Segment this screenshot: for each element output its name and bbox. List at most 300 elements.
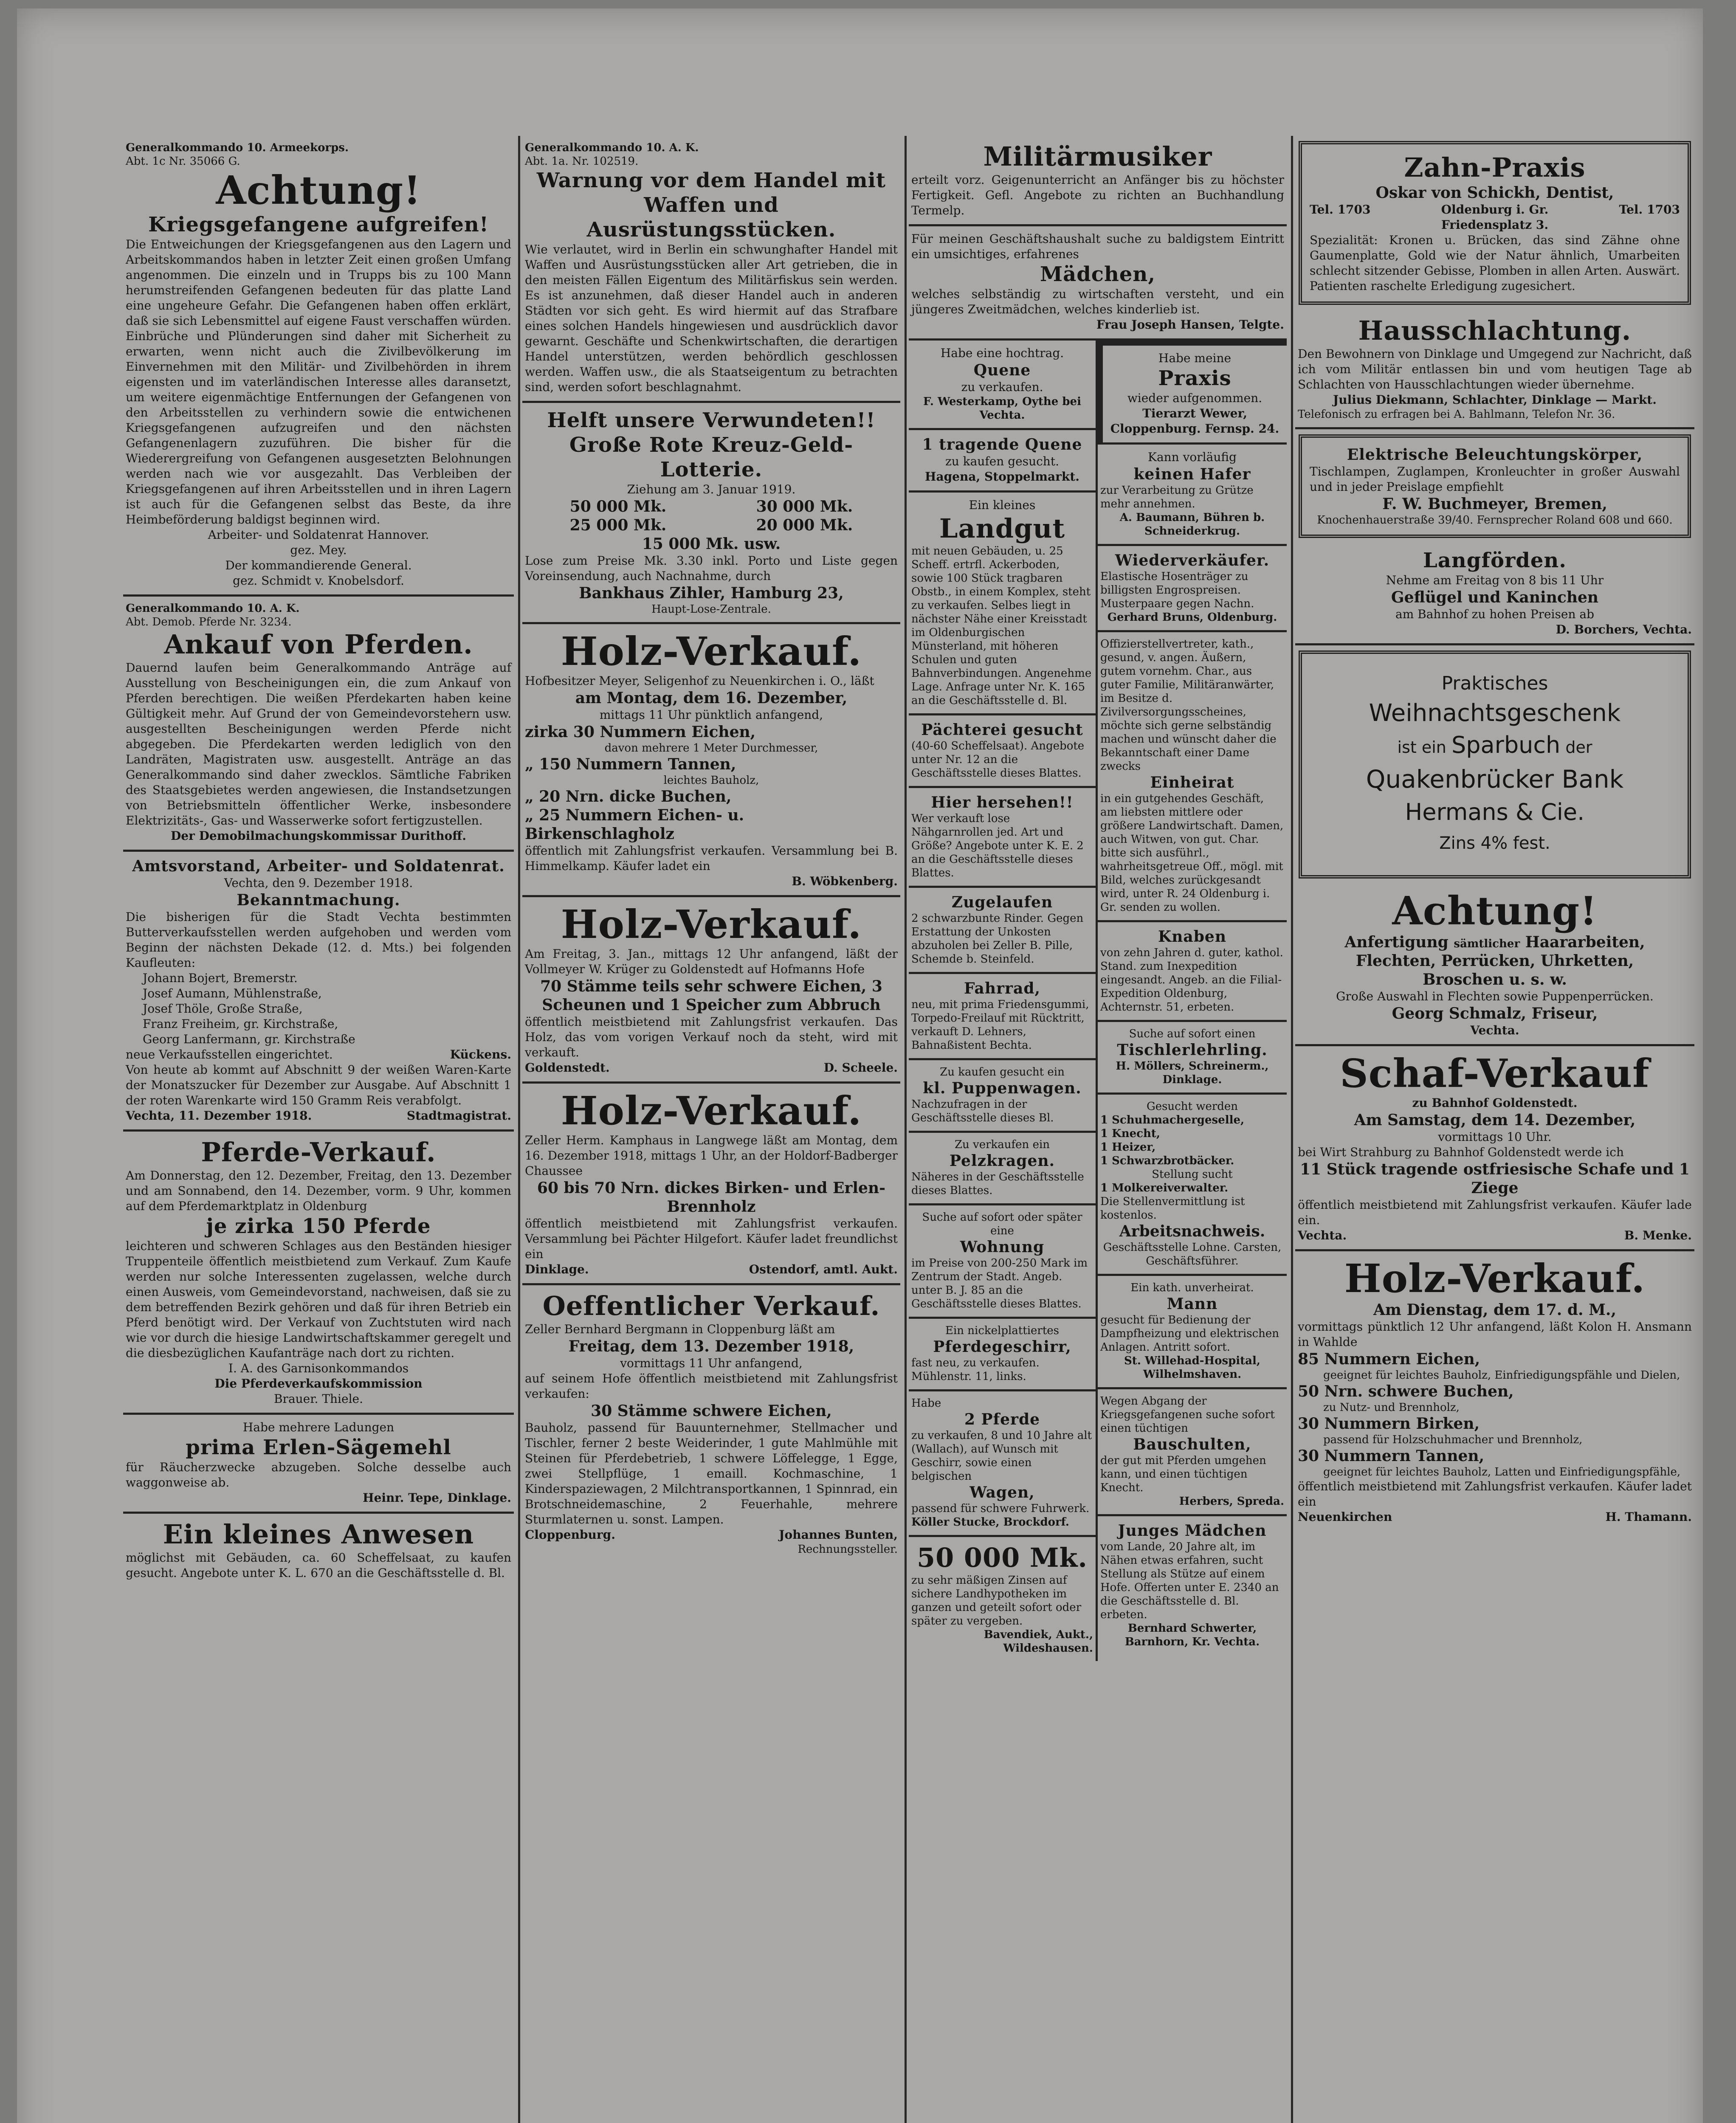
signature: Köller Stucke, Brockdorf. bbox=[911, 1516, 1069, 1529]
ad-body: öffentlich meistbietend mit Zahlungsfrist verkaufen. Käufer lade ein. bbox=[1298, 1198, 1692, 1227]
ad-intro: Suche auf sofort oder später eine bbox=[922, 1211, 1082, 1237]
ad-body: für Räucherzwecke abzugeben. Solche desselbe auch waggonweise ab. bbox=[126, 1460, 511, 1489]
ad-intro: Suche auf sofort einen bbox=[1129, 1028, 1256, 1040]
ad-title: Holz-Verkauf. bbox=[561, 628, 862, 674]
ad-highlight: 60 bis 70 Nrn. dickes Birken- und Erlen-Brennholz bbox=[537, 1179, 886, 1216]
ad-line: Praktisches bbox=[1441, 673, 1548, 694]
ad-sparbuch bbox=[1299, 650, 1691, 878]
ad-contact-row bbox=[1310, 202, 1680, 217]
ad-title: Elektrische Beleuchtungskörper, bbox=[1347, 446, 1643, 464]
ad-title: Pferde-Verkauf. bbox=[201, 1137, 436, 1168]
signature: B. Menke. bbox=[1624, 1228, 1692, 1242]
ad-hier-hersehen bbox=[909, 788, 1096, 888]
column-3 bbox=[909, 136, 1287, 2123]
ad-title: Pächterei gesucht bbox=[921, 721, 1083, 739]
phone: Tel. 1703 bbox=[1619, 203, 1680, 217]
ad-body: Hofbesitzer Meyer, Seligenhof zu Neuenkirchen i. O., läßt bbox=[525, 674, 874, 688]
ad-body: (40-60 Scheffelsaat). Angebote unter Nr. 12 an die Geschäftsstelle dieses Blattes. bbox=[911, 740, 1085, 780]
ad-highlight: 70 Stämme teils sehr schwere Eichen, 3 Scheunen und 1 Speicher zum Abbruch bbox=[540, 977, 882, 1014]
ad-50000-mk bbox=[909, 1537, 1096, 1661]
ad-highlight: je zirka 150 Pferde bbox=[206, 1214, 431, 1238]
signature: gez. Mey. bbox=[290, 543, 347, 557]
ad-time: mittags 11 Uhr pünktlich anfangend, bbox=[599, 708, 823, 722]
ad-elektrische bbox=[1299, 434, 1691, 538]
ad-intro: Zu kaufen gesucht ein bbox=[940, 1066, 1065, 1078]
address: Knochenhauerstraße 39/40. Fernsprecher Roland 608 und 660. bbox=[1317, 514, 1673, 527]
ad-date: Am Samstag, dem 14. Dezember, bbox=[1354, 1111, 1636, 1129]
ad-quene bbox=[909, 341, 1096, 430]
place: Neuenkirchen bbox=[1298, 1510, 1392, 1524]
wood-note: passend für Holzschuhmacher und Brennholz, bbox=[1323, 1433, 1583, 1446]
ad-date: Am Dienstag, dem 17. d. M., bbox=[1373, 1301, 1616, 1319]
prize: 30 000 Mk. bbox=[756, 498, 853, 515]
ad-paechterei bbox=[909, 715, 1096, 788]
ad-body: Nehme am Freitag von 8 bis 11 Uhr bbox=[1386, 573, 1604, 587]
ad-date: Vechta, 11. Dezember 1918. bbox=[126, 1109, 312, 1123]
ad-body: in ein gutgehendes Geschäft, am liebsten mittlere oder größere Landwirtschaft. Damen, auch Witwen, von gut. Char. bitte sich ausführl., wahrheitsgetreue Off., mögl. mit Bild, welches zurückgesandt wird, unter R. 24 Oldenburg i. Gr. senden zu wollen. bbox=[1100, 792, 1284, 914]
sub-column-right bbox=[1098, 341, 1287, 1661]
signature: gez. Schmidt v. Knobelsdorf. bbox=[233, 574, 404, 588]
ad-oeffentlicher-verkauf bbox=[522, 1285, 900, 1562]
ad-title: Fahrrad, bbox=[964, 980, 1041, 997]
wood-item: 30 Nummern Birken, bbox=[1298, 1415, 1480, 1433]
ad-highlight: Geflügel und Kaninchen bbox=[1391, 588, 1599, 606]
signature: Stadtmagistrat. bbox=[406, 1109, 511, 1123]
ad-body: öffentlich meistbietend mit Zahlungsfrist verkaufen. Versammlung bei Pächter Hilgefort. Käufer ladet freundlichst ein bbox=[525, 1216, 898, 1261]
ad-body: zu sehr mäßigen Zinsen auf sichere Landhypotheken im ganzen und geteilt sofort oder später zu vergeben. bbox=[911, 1574, 1082, 1627]
ad-body: Große Auswahl in Flechten sowie Puppenperrücken. bbox=[1336, 989, 1654, 1003]
signature: St. Willehad-Hospital, Wilhelmshaven. bbox=[1124, 1354, 1260, 1381]
dentist-name: Oskar von Schickh, Dentist, bbox=[1375, 184, 1614, 202]
ad-title: Langförden. bbox=[1423, 549, 1567, 572]
ad-body: Am Donnerstag, den 12. Dezember, Freitag, den 13. Dezember und am Sonnabend, den 14. Dezember, vorm. 9 Uhr, kommen auf dem Pferdemarktplatz in Oldenburg bbox=[126, 1168, 511, 1213]
ad-pferde-verkauf bbox=[123, 1132, 514, 1415]
ad-footer-row bbox=[525, 1527, 898, 1543]
ad-body: auf seinem Hofe öffentlich meistbietend mit Zahlungsfrist verkaufen: bbox=[525, 1371, 898, 1401]
ad-date: Ziehung am 3. Januar 1919. bbox=[627, 482, 796, 496]
ad-footer-row bbox=[1298, 1509, 1692, 1525]
merchant-list bbox=[126, 971, 511, 1047]
ad-bauschulten bbox=[1098, 1389, 1287, 1516]
ad-time: vormittags 11 Uhr anfangend, bbox=[620, 1356, 803, 1370]
ad-mann bbox=[1098, 1276, 1287, 1389]
ad-word: Sparbuch bbox=[1451, 732, 1561, 758]
bank-name: Quakenbrücker Bank bbox=[1366, 765, 1624, 794]
signature: A. Baumann, Bühren b. Schneiderkrug. bbox=[1119, 511, 1265, 538]
signature: Frau Joseph Hansen, Telgte. bbox=[1096, 318, 1284, 332]
ad-body: passend für schwere Fuhrwerk. bbox=[911, 1502, 1090, 1515]
ad-title: Einheirat bbox=[1150, 774, 1234, 791]
ad-hausschlachtung bbox=[1295, 310, 1694, 429]
ad-title: Holz-Verkauf. bbox=[561, 1088, 862, 1134]
ad-title: Schaf-Verkauf bbox=[1340, 1050, 1650, 1096]
column-4 bbox=[1295, 136, 1694, 2123]
ad-ankauf-pferden bbox=[123, 597, 514, 852]
ad-body: zur Verarbeitung zu Grütze mehr annehmen. bbox=[1100, 484, 1254, 510]
ad-body: Wie verlautet, wird in Berlin ein schwunghafter Handel mit Waffen und Ausrüstungsstücken aller Art getrieben, die in den meisten Fällen Eigentum des Militärfiskus sein werden. Es ist anzunehmen, daß dieser Handel auch in anderen Städten vor sich geht. Es wird hiermit auf das Strafbare eines solchen Handels hingewiesen und ausdrücklich davor gewarnt. Geschäfte und Schenkwirtschaften, die derartigen Handel unterstützen, werden behördlich geschlossen werden. Waffen usw., die als Staatseigentum zu betrachten sind, werden sofort beschlagnahmt. bbox=[525, 242, 898, 394]
ad-haararbeiten bbox=[1295, 884, 1694, 1046]
ad-header: Generalkommando 10. A. K. bbox=[126, 602, 300, 615]
ad-highlight: 11 Stück tragende ostfriesische Schafe und 1 Ziege bbox=[1300, 1160, 1690, 1197]
ad-title: 50 000 Mk. bbox=[916, 1542, 1088, 1573]
ad-einheirat bbox=[1098, 632, 1287, 922]
ad-schaf-verkauf bbox=[1295, 1046, 1694, 1251]
ad-body: im Preise von 200-250 Mark im Zentrum der Stadt. Angeb. unter B. J. 85 an die Geschäftsstelle dieses Blattes. bbox=[911, 1257, 1088, 1310]
ad-line-row bbox=[1306, 730, 1683, 762]
ad-title: Oeffentlicher Verkauf. bbox=[542, 1290, 880, 1321]
ad-body: Die Entweichungen der Kriegsgefangenen aus den Lagern und Arbeitskommandos haben in letzter Zeit einen großen Umfang angenommen. Die einzeln und in Trupps bis zu 100 Mann herumstreifenden Gefangenen bedeuten für das platte Land eine ungeheure Gefahr. Die Gefangenen haben offen erklärt, daß sie sich Lebensmittel auf eigene Faust verschaffen würden. Einbrüche und Plünderungen sind daher mit Sicherheit zu erwarten, wenn nicht auch die Zivilbevölkerung im Einvernehmen mit den Militär- und Zivilbehörden in ihrem eigensten und im vaterländischen Interesse alles daransetzt, um weitere eigenmächtige Entfernungen der Gefangenen von den Arbeitsstellen zu verhindern sowie die entwichenen Kriegsgefangenen aufzugreifen und den nächsten Gefangenenlagern zuzuführen. Die bisher für die Wiederergreifung von Gefangenen ausgesetzten Belohnungen werden nach wie vor ausgezahlt. Das Verbleiben der Kriegsgefangenen auf ihren Arbeitsstellen und in ihren Lagern ist auch für die Gefangenen selbst das Beste, da ihre Heimbeförderung baldigst beginnen wird. bbox=[126, 237, 511, 527]
wood-note: geeignet für leichtes Bauholz, Einfriedigungspfähle und Dielen, bbox=[1323, 1369, 1680, 1382]
wood-note: leichtes Bauholz, bbox=[663, 774, 759, 787]
prize: 15 000 Mk. usw. bbox=[642, 535, 781, 553]
ad-tischlerlehrling bbox=[1098, 1022, 1287, 1095]
ad-anwesen bbox=[123, 1514, 514, 1587]
signature: Brauer. Thiele. bbox=[273, 1392, 364, 1406]
ad-word: Haararbeiten, bbox=[1525, 933, 1645, 951]
ad-title: Quene bbox=[973, 361, 1031, 379]
phone: Tel. 1703 bbox=[1310, 203, 1371, 217]
wood-note: davon mehrere 1 Meter Durchmesser, bbox=[604, 742, 818, 755]
signature-title: Rechnungssteller. bbox=[798, 1543, 898, 1556]
ad-word: sämtlicher bbox=[1454, 938, 1520, 950]
ad-butterverkauf bbox=[123, 852, 514, 1132]
ad-fahrrad bbox=[909, 974, 1096, 1060]
ad-saegemehl bbox=[123, 1415, 514, 1514]
ad-body: neu, mit prima Friedensgummi, Torpedo-Freilauf mit Rücktritt, verkauft D. Lehners, Bahnaßistent Bechta. bbox=[911, 998, 1089, 1052]
ad-body: zu verkaufen, 8 und 10 Jahre alt (Wallach), auf Wunsch mit Geschirr, sowie einen belgischen bbox=[911, 1429, 1092, 1483]
signature: Bavendiek, Aukt., Wildeshausen. bbox=[984, 1628, 1093, 1655]
signature: Die Pferdeverkaufskommission bbox=[214, 1377, 423, 1391]
ad-title: Achtung! bbox=[216, 167, 421, 213]
column-rule bbox=[518, 136, 520, 2123]
list-item: 1 Heizer, bbox=[1100, 1141, 1156, 1154]
ad-reference: Abt. Demob. Pferde Nr. 3234. bbox=[126, 616, 292, 628]
place: Cloppenburg. bbox=[525, 1528, 615, 1542]
ad-wohnung bbox=[909, 1205, 1096, 1319]
signature: Herbers, Spreda. bbox=[1179, 1495, 1284, 1508]
ad-header: Generalkommando 10. Armeekorps. bbox=[126, 141, 349, 154]
ad-body-end: neue Verkaufsstellen eingerichtet. bbox=[126, 1047, 333, 1062]
ad-title: Pferdegeschirr, bbox=[933, 1338, 1071, 1356]
ad-title: Mann bbox=[1167, 1295, 1218, 1313]
ad-hafer bbox=[1098, 445, 1287, 546]
ad-title: Ankauf von Pferden. bbox=[164, 629, 473, 660]
newspaper-page bbox=[17, 8, 1703, 2123]
ad-subtitle: Große Rote Kreuz-Geld-Lotterie. bbox=[569, 433, 854, 481]
ad-title: kl. Puppenwagen. bbox=[923, 1079, 1082, 1097]
signature: I. A. des Garnisonkommandos bbox=[228, 1361, 409, 1375]
ad-subtitle: zu Bahnhof Goldenstedt. bbox=[1412, 1096, 1578, 1110]
ad-title: Arbeitsnachweis. bbox=[1119, 1222, 1265, 1240]
ad-contact: Telefonisch zu erfragen bei A. Bahlmann, Telefon Nr. 36. bbox=[1298, 408, 1615, 421]
ad-title: Weihnachtsgeschenk bbox=[1369, 699, 1621, 727]
ad-maedchen bbox=[909, 226, 1287, 341]
list-item: Johann Bojert, Bremerstr. bbox=[143, 971, 298, 985]
ad-title: Bauschulten, bbox=[1133, 1436, 1251, 1453]
ad-title: 1 tragende Quene bbox=[922, 436, 1082, 453]
ad-subtitle: Bekanntmachung. bbox=[237, 891, 400, 909]
ad-arbeitsnachweis bbox=[1098, 1095, 1287, 1276]
sub-columns bbox=[909, 341, 1287, 1661]
ad-body: Zeller Herm. Kamphaus in Langwege läßt am Montag, dem 16. Dezember 1918, mittags 1 Uhr, an der Holdorf-Badberger Chaussee bbox=[525, 1133, 898, 1178]
signature: H. Möllers, Schreinerm., Dinklage. bbox=[1116, 1060, 1269, 1086]
ad-title: Amtsvorstand, Arbeiter- und Soldatenrat. bbox=[132, 857, 505, 875]
ad-kriegsgefangene bbox=[123, 136, 514, 597]
ad-intro: Habe meine bbox=[1158, 351, 1232, 365]
ad-title: Wiederverkäufer. bbox=[1115, 552, 1270, 569]
signature: Ostendorf, amtl. Aukt. bbox=[749, 1262, 898, 1276]
ad-title: keinen Hafer bbox=[1133, 465, 1251, 483]
ad-title: 2 Pferde bbox=[964, 1411, 1040, 1428]
ad-body: Nachzufragen in der Geschäftsstelle dieses Bl. bbox=[911, 1098, 1054, 1124]
city: Oldenburg i. Gr. bbox=[1441, 203, 1549, 217]
list-item: Georg Lanfermann, gr. Kirchstraße bbox=[143, 1032, 355, 1046]
ad-body: Die bisherigen für die Stadt Vechta bestimmten Butterverkaufsstellen werden aufgehoben und werden vom Beginn der nächsten Dekade (12. d. Mts.) bei folgenden Kaufleuten: bbox=[126, 910, 511, 970]
ad-title: Helft unsere Verwundeten!! bbox=[547, 408, 876, 432]
prize: 50 000 Mk. bbox=[569, 498, 667, 515]
ad-title: Warnung vor dem Handel mit Waffen und Ausrüstungsstücken. bbox=[536, 169, 886, 242]
ad-body: öffentlich mit Zahlungsfrist verkaufen. Versammlung bei B. Himmelkamp. Käufer ladet ein bbox=[525, 844, 898, 873]
ad-title: Knaben bbox=[1158, 928, 1227, 946]
ad-title: Holz-Verkauf. bbox=[561, 901, 862, 947]
column-1 bbox=[123, 136, 514, 2123]
ad-title: Landgut bbox=[939, 513, 1065, 544]
ad-reference: Abt. 1c Nr. 35066 G. bbox=[126, 155, 240, 168]
ad-intro: Ein kleines bbox=[969, 498, 1036, 512]
ad-footer-row bbox=[525, 1060, 898, 1076]
ad-title: Tischlerlehrling. bbox=[1117, 1041, 1268, 1059]
wood-item: 30 Nummern Tannen, bbox=[1298, 1447, 1485, 1465]
bank-subtitle: Haupt-Lose-Zentrale. bbox=[651, 603, 771, 616]
signature: B. Wöbkenberg. bbox=[792, 874, 898, 888]
ad-word: der bbox=[1565, 738, 1592, 757]
prize-grid bbox=[525, 497, 898, 535]
ad-intro: Zu verkaufen ein bbox=[954, 1138, 1050, 1151]
interest-rate: Zins 4% fest. bbox=[1439, 833, 1550, 853]
ad-warnung-waffen bbox=[522, 136, 900, 403]
ad-title: Militärmusiker bbox=[983, 141, 1212, 172]
ad-body: vormittags pünktlich 12 Uhr anfangend, läßt Kolon H. Ansmann in Wahlde bbox=[1298, 1320, 1692, 1349]
ad-intro: Habe mehrere Ladungen bbox=[242, 1420, 395, 1434]
ad-militaermusiker bbox=[909, 136, 1287, 226]
ad-body: zu verkaufen. bbox=[961, 380, 1043, 394]
prize: 25 000 Mk. bbox=[569, 516, 667, 534]
ad-lotterie bbox=[522, 403, 900, 624]
ad-title: Hier hersehen!! bbox=[931, 794, 1074, 811]
ad-body: Zeller Bernhard Bergmann in Cloppenburg läßt am bbox=[525, 1322, 835, 1336]
ad-body: zu kaufen gesucht. bbox=[945, 454, 1059, 468]
ad-zugelaufen bbox=[909, 888, 1096, 974]
ad-body: Wer verkauft lose Nähgarnrollen jed. Art und Größe? Angebote unter K. E. 2 an die Geschäftsstelle dieses Blattes. bbox=[911, 812, 1084, 879]
signature: Julius Diekmann, Schlachter, Dinklage — Markt. bbox=[1333, 393, 1657, 407]
ad-langfoerden bbox=[1295, 543, 1694, 645]
wood-note: zu Nutz- und Brennholz, bbox=[1323, 1401, 1460, 1414]
ad-pferdegeschirr bbox=[909, 1319, 1096, 1391]
ad-date: Vechta, den 9. Dezember 1918. bbox=[224, 876, 413, 890]
ad-date: Freitag, dem 13. Dezember 1918, bbox=[568, 1337, 854, 1355]
ad-2-pferde bbox=[909, 1391, 1096, 1537]
ad-body: fast neu, zu verkaufen. Mühlenstr. 11, links. bbox=[911, 1357, 1040, 1383]
wood-item: zirka 30 Nummern Eichen, bbox=[525, 723, 756, 741]
ad-title: Zugelaufen bbox=[951, 893, 1053, 911]
ad-body: Tischlampen, Zuglampen, Kronleuchter in großer Auswahl und in jeder Preislage empfiehlt bbox=[1310, 465, 1680, 494]
column-2 bbox=[522, 136, 900, 2123]
ad-reference: Abt. 1a. Nr. 102519. bbox=[525, 155, 639, 168]
ad-word: ist ein bbox=[1397, 738, 1446, 757]
ad-body: vom Lande, 20 Jahre alt, im Nähen etwas erfahren, sucht Stellung als Stütze auf einem Hofe. Offerten unter E. 2340 an die Geschäftsstelle d. Bl. erbeten. bbox=[1100, 1540, 1279, 1621]
ad-title: Holz-Verkauf. bbox=[1344, 1256, 1646, 1301]
ad-body: welches selbständig zu wirtschaften versteht, und ein jüngeres Zweitmädchen, welches kinderlieb ist. bbox=[911, 287, 1284, 316]
ad-body: gesucht für Bedienung der Dampfheizung und elektrischen Anlagen. Antritt sofort. bbox=[1100, 1314, 1279, 1354]
company-name: F. W. Buchmeyer, Bremen, bbox=[1382, 495, 1607, 513]
signature: D. Borchers, Vechta. bbox=[1556, 622, 1692, 636]
ad-tragende-quene bbox=[909, 430, 1096, 493]
bank-name: Bankhaus Zihler, Hamburg 23, bbox=[579, 584, 844, 602]
list-item: Josef Thöle, Große Straße, bbox=[143, 1002, 303, 1016]
ad-wiederverkaeufer bbox=[1098, 546, 1287, 632]
ad-body: Am Freitag, 3. Jan., mittags 12 Uhr anfangend, läßt der Vollmeyer W. Krüger zu Goldenstedt auf Hofmanns Hofe bbox=[525, 947, 898, 976]
signature: Der kommandierende General. bbox=[225, 558, 412, 572]
ad-knaben bbox=[1098, 922, 1287, 1022]
signature: H. Thamann. bbox=[1605, 1510, 1692, 1524]
ad-holz-verkauf-1 bbox=[522, 624, 900, 897]
wood-item: „ 150 Nummern Tannen, bbox=[525, 755, 736, 773]
list-item: 1 Schwarzbrotbäcker. bbox=[1100, 1154, 1234, 1167]
signature: D. Scheele. bbox=[823, 1061, 898, 1075]
ad-praxis bbox=[1098, 341, 1287, 445]
ad-footer-row bbox=[126, 1108, 511, 1123]
ad-title: Junges Mädchen bbox=[1118, 1522, 1267, 1540]
ad-body: Wegen Abgang der Kriegsgefangenen suche sofort einen tüchtigen bbox=[1100, 1395, 1275, 1435]
ad-body: am Bahnhof zu hohen Preisen ab bbox=[1395, 607, 1594, 621]
signature: Gerhard Bruns, Oldenburg. bbox=[1107, 611, 1277, 624]
ad-holz-verkauf-4 bbox=[1295, 1251, 1694, 1531]
ad-intro: Habe bbox=[911, 1397, 941, 1410]
ad-title: Mädchen, bbox=[1040, 262, 1156, 286]
list-item: 1 Molkereiverwalter. bbox=[1100, 1182, 1229, 1194]
ad-body: bei Wirt Strahburg zu Bahnhof Goldenstedt werde ich bbox=[1298, 1145, 1624, 1159]
ad-highlight: 30 Stämme schwere Eichen, bbox=[591, 1402, 832, 1420]
ad-title: Ein kleines Anwesen bbox=[163, 1519, 474, 1550]
ad-body: mit neuen Gebäuden, u. 25 Scheff. ertrfl. Ackerboden, sowie 100 Stück tragbaren Obstb., in einem Komplex, steht zu verkaufen. Selbes liegt in nächster Nähe einer Kreisstadt im Oldenburgischen Münsterland, mit höheren Schulen und guten Bahnverbindungen. Angenehme Lage. Anfrage unter Nr. K. 165 an die Geschäftsstelle d. Bl. bbox=[911, 545, 1092, 707]
ad-intro: Kann vorläufig bbox=[1148, 450, 1237, 464]
ad-title: Praxis bbox=[1158, 366, 1232, 390]
wood-item: „ 20 Nrn. dicke Buchen, bbox=[525, 788, 732, 805]
ad-zahn-praxis bbox=[1299, 141, 1691, 305]
ad-body: wieder aufgenommen. bbox=[1127, 391, 1263, 405]
place: Dinklage. bbox=[525, 1262, 589, 1276]
column-rule bbox=[905, 136, 907, 2123]
ad-time: vormittags 10 Uhr. bbox=[1438, 1130, 1552, 1144]
signature: Hagena, Stoppelmarkt. bbox=[924, 470, 1080, 484]
ad-line-row bbox=[1298, 933, 1692, 952]
ad-body: öffentlich meistbietend mit Zahlungsfrist verkaufen. Käufer ladet ein bbox=[1298, 1479, 1692, 1509]
ad-date: am Montag, dem 16. Dezember, bbox=[575, 689, 848, 707]
wood-note: geeignet für leichtes Bauholz, Latten und Einfriedigungspfähle, bbox=[1323, 1466, 1681, 1478]
ad-footer-row bbox=[1298, 1228, 1692, 1243]
signature: Heinr. Tepe, Dinklage. bbox=[363, 1491, 511, 1505]
ad-intro: Gesucht werden bbox=[1146, 1100, 1238, 1113]
ad-intro: Ein kath. unverheirat. bbox=[1130, 1281, 1254, 1294]
wood-item: 85 Nummern Eichen, bbox=[1298, 1350, 1480, 1368]
ad-body: von zehn Jahren d. guter, kathol. Stand. zum Inexpedition eingesandt. Angeb. an die Filial-Expedition Oldenburg, Achternstr. 51, erbeten. bbox=[1100, 946, 1283, 1014]
signature: Vechta. bbox=[1470, 1023, 1519, 1037]
ad-body: Von heute ab kommt auf Abschnitt 9 der weißen Waren-Karte der Monatszucker für Dezember zur Ausgabe. Auf Abschnitt 1 der roten Warenkarte wird 150 Gramm Reis verabfolgt. bbox=[126, 1063, 511, 1107]
ad-pelzkragen bbox=[909, 1133, 1096, 1205]
ad-body: 2 schwarzbunte Rinder. Gegen Erstattung der Unkosten abzuholen bei Zeller B. Pille, Schemde b. Steinfeld. bbox=[911, 912, 1084, 966]
signature: F. Westerkamp, Oythe bei Vechta. bbox=[923, 395, 1081, 422]
ad-header: Generalkommando 10. A. K. bbox=[525, 141, 699, 154]
ad-junges-maedchen bbox=[1098, 1516, 1287, 1655]
ad-body: öffentlich meistbietend mit Zahlungsfrist verkaufen. Das Holz, das vom vorigen Verkauf noch da steht, wird mit verkauft. bbox=[525, 1015, 898, 1059]
ad-word: Anfertigung bbox=[1344, 933, 1449, 951]
ad-intro: Stellung sucht bbox=[1152, 1168, 1233, 1181]
list-item: 1 Knecht, bbox=[1100, 1127, 1160, 1140]
ad-body: Den Bewohnern von Dinklage und Umgegend zur Nachricht, daß ich vom Militär entlassen bin und vom heutigen Tage ab Schlachten von Hausschlachtungen wieder übernehme. bbox=[1298, 347, 1692, 391]
wood-item: 50 Nrn. schwere Buchen, bbox=[1298, 1382, 1514, 1400]
ad-body: Lose zum Preise Mk. 3.30 inkl. Porto und Liste gegen Voreinsendung, auch Nachnahme, durch bbox=[525, 554, 898, 583]
ad-title: prima Erlen-Sägemehl bbox=[186, 1436, 451, 1459]
signature: Arbeiter- und Soldatenrat Hannover. bbox=[208, 528, 429, 542]
list-item: Josef Aumann, Mühlenstraße, bbox=[143, 986, 322, 1000]
signature: Kückens. bbox=[450, 1047, 511, 1062]
signature: Der Demobilmachungskommissar Durithoff. bbox=[171, 829, 466, 843]
address: Friedensplatz 3. bbox=[1441, 218, 1549, 232]
ad-title: Hausschlachtung. bbox=[1358, 315, 1632, 346]
ad-footer-row bbox=[525, 1262, 898, 1277]
ad-landgut bbox=[909, 493, 1096, 715]
ad-body: Spezialität: Kronen u. Brücken, das sind Zähne ohne Gaumenplatte, Gold wie der Natur ähnlich, Umarbeiten schlecht sitzender Gebisse, Plomben in allen Arten. Auswärt. Patienten raschelte Erledigung zugesichert. bbox=[1310, 233, 1680, 293]
place: Vechta. bbox=[1298, 1228, 1347, 1242]
signature: Johannes Bunten, bbox=[779, 1528, 898, 1542]
ad-puppenwagen bbox=[909, 1060, 1096, 1133]
ad-holz-verkauf-2 bbox=[522, 897, 900, 1084]
ad-title: Wagen, bbox=[969, 1484, 1035, 1501]
ad-line: Flechten, Perrücken, Uhrketten, bbox=[1356, 952, 1634, 970]
ad-body: Dauernd laufen beim Generalkommando Anträge auf Ausstellung von Bescheinigungen ein, die zum Ankauf von Pferden berechtigen. Die weißen Pferdekarten haben keine Gültigkeit mehr. Auf Grund der von Gemeindevorstehern usw. ausgestellten Bescheinigungen werden Pferde nicht abgegeben. Die Pferdekarten werden lediglich von den Landräten, Magistraten usw. ausgestellt. Anträge an das Generalkommando sind daher zwecklos. Sämtliche Fabriken des Staatsgebietes werden angewiesen, die Instandsetzungen von Betriebsmitteln öffentlicher Werke, insbesondere Elektrizitäts-, Gas- und Wasserwerke sofort fertigzustellen. bbox=[126, 661, 511, 828]
sub-column-left bbox=[909, 341, 1098, 1661]
ad-footer-row bbox=[126, 1047, 511, 1062]
place: Goldenstedt. bbox=[525, 1061, 610, 1075]
ad-body: Bauholz, passend für Bauunternehmer, Stellmacher und Tischler, ferner 2 beste Weiderinder, 1 gute Mahlmühle mit Steinen für Pferdebetrieb, 1 schwere Löffelegge, 1 Egge, zwei Stellpflüge, 1 emaill. Kochmaschine, 1 Kinderspaziewagen, 2 Milchtransportkannen, 1 Spinnrad, ein Brotschneidemaschine, 2 Feuerhahle, mehrere Sturmlaternen u. sonst. Lampen. bbox=[525, 1421, 898, 1526]
signature: Bernhard Schwerter, Barnhorn, Kr. Vechta. bbox=[1124, 1622, 1260, 1648]
ad-body: Offizierstellvertreter, kath., gesund, v. angen. Äußern, gutem vornehm. Char., aus guter Familie, Militäranwärter, im Besitze d. Zivilversorgungsscheines, möchte sich gerne selbständig machen und wünscht daher die Bekanntschaft einer Dame zwecks bbox=[1100, 638, 1277, 773]
ad-holz-verkauf-3 bbox=[522, 1084, 900, 1285]
ad-title: Achtung! bbox=[1392, 888, 1598, 934]
ad-intro: Habe eine hochtrag. bbox=[940, 346, 1064, 360]
ad-title: Zahn-Praxis bbox=[1404, 152, 1586, 183]
ad-title: Pelzkragen. bbox=[949, 1152, 1055, 1170]
signature: Tierarzt Wewer, Cloppenburg. Fernsp. 24. bbox=[1110, 406, 1279, 436]
wood-item: „ 25 Nummern Eichen- u. Birkenschlagholz bbox=[525, 806, 744, 843]
ad-body: Näheres in der Geschäftsstelle dieses Blattes. bbox=[911, 1171, 1084, 1197]
ad-subtitle: Kriegsgefangene aufgreifen! bbox=[148, 213, 489, 237]
list-item: Franz Freiheim, gr. Kirchstraße, bbox=[143, 1017, 338, 1031]
ad-body: Die Stellenvermittlung ist kostenlos. bbox=[1100, 1195, 1245, 1222]
ad-body: Elastische Hosenträger zu billigsten Engrospreisen. Musterpaare gegen Nachn. bbox=[1100, 570, 1254, 610]
signature: Georg Schmalz, Friseur, bbox=[1392, 1005, 1598, 1022]
ad-body: möglichst mit Gebäuden, ca. 60 Scheffelsaat, zu kaufen gesucht. Angebote unter K. L. 670 an die Geschäftsstelle d. Bl. bbox=[126, 1551, 511, 1580]
ad-line: Broschen u. s. w. bbox=[1423, 971, 1567, 988]
prize: 20 000 Mk. bbox=[756, 516, 853, 534]
ad-title: Wohnung bbox=[960, 1238, 1045, 1256]
column-rule bbox=[1291, 136, 1293, 2123]
ad-body: erteilt vorz. Geigenunterricht an Anfänger bis zu höchster Fertigkeit. Gefl. Angebote zu richten an Buchhandlung Termelp. bbox=[911, 173, 1284, 217]
bank-name: Hermans & Cie. bbox=[1405, 799, 1585, 825]
ad-body: Für meinen Geschäftshaushalt suche zu baldigstem Eintritt ein umsichtiges, erfahrenes bbox=[911, 232, 1284, 261]
signature: Geschäftsstelle Lohne. Carsten, Geschäftsführer. bbox=[1103, 1241, 1282, 1267]
list-item: 1 Schuhmachergeselle, bbox=[1100, 1114, 1245, 1126]
